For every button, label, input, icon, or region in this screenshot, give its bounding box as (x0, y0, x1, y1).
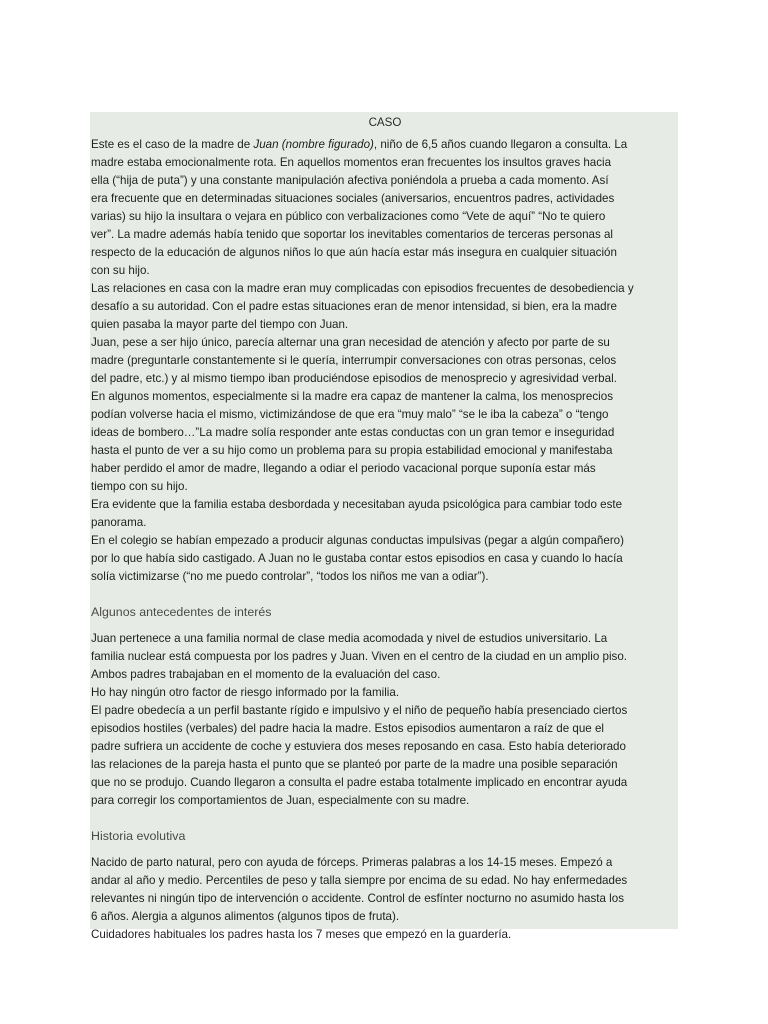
italic-text: Juan (nombre figurado) (253, 138, 374, 151)
text-segment: , niño de 6,5 años cuando llegaron a consulta. La (373, 138, 628, 151)
text-line: respecto de la educación de algunos niños lo que aún hacía estar más insegura en cualquier situación (91, 246, 617, 259)
text-line: ideas de bombero…”La madre solía responder ante estas conductas con un gran temor e inseguridad (91, 426, 615, 439)
text-line: Ho hay ningún otro factor de riesgo informado por la familia. (91, 686, 400, 699)
text-line: por lo que había sido castigado. A Juan no le gustaba contar estos episodios en casa y cuando lo hacía (91, 552, 623, 565)
text-line: madre estaba emocionalmente rota. En aquellos momentos eran frecuentes los insultos graves hacia (91, 156, 612, 169)
text-line: relevantes ni ningún tipo de intervención o accidente. Control de esfínter nocturno no asumido hasta los (91, 892, 625, 905)
text-line: que no se produjo. Cuando llegaron a consulta el padre estaba totalmente implicado en encontrar ayuda (91, 776, 628, 789)
text-line: Nacido de parto natural, pero con ayuda de fórceps. Primeras palabras a los 14-15 meses. Empezó a (91, 856, 613, 869)
case-content (90, 116, 679, 944)
text-line: En el colegio se habían empezado a producir algunas conductas impulsivas (pegar a algún compañero) (91, 534, 624, 547)
text-line: episodios hostiles (verbales) del padre hacia la madre. Estos episodios aumentaron a raíz de que el (91, 722, 604, 735)
text-line: hasta el punto de ver a su hijo como un problema para su propia estabilidad emocional y manifestaba (91, 444, 613, 457)
text-line: del padre, etc.) y al mismo tiempo iban produciéndose episodios de menosprecio y agresividad verbal. (91, 372, 617, 385)
text-line: En algunos momentos, especialmente si la madre era capaz de mantener la calma, los menosprecios (91, 390, 613, 403)
section-historia (91, 854, 679, 944)
text-line: solía victimizarse (“no me puedo controlar”, “todos los niños me van a odiar”). (91, 570, 489, 583)
text-line: ver”. La madre además había tenido que soportar los inevitables comentarios de terceras personas al (91, 228, 614, 241)
text-line: quien pasaba la mayor parte del tiempo con Juan. (91, 318, 349, 331)
section-antecedentes (91, 630, 679, 810)
text-line: las relaciones de la pareja hasta el punto que se planteó por parte de la madre una posible separación (91, 758, 618, 771)
text-line: varias) su hijo la insultara o vejara en público con verbalizaciones como “Vete de aquí” “No te quiero (91, 210, 606, 223)
case-panel (90, 112, 678, 941)
text-line: era frecuente que en determinadas situaciones sociales (aniversarios, encuentros padres, actividades (91, 192, 615, 205)
text-line: 6 años. Alergia a algunos alimentos (algunos tipos de fruta). (91, 910, 400, 923)
text-line: para corregir los comportamientos de Juan, especialmente con su madre. (91, 794, 470, 807)
text-line: Ambos padres trabajaban en el momento de la evaluación del caso. (91, 668, 441, 681)
text-line: con su hijo. (91, 264, 150, 277)
text-line: tiempo con su hijo. (91, 480, 188, 493)
text-line: padre sufriera un accidente de coche y estuviera dos meses reposando en casa. Esto había deteriorado (91, 740, 626, 753)
text-line: podían volverse hacia el mismo, victimizándose de que era “muy malo” “se le iba la cabeza” o “tengo (91, 408, 609, 421)
spacer (91, 586, 679, 603)
spacer (91, 621, 679, 630)
text-line: desafío a su autoridad. Con el padre estas situaciones eran de menor intensidad, si bien, era la madre (91, 300, 617, 313)
text-line: andar al año y medio. Percentiles de peso y talla siempre por encima de su edad. No hay enfermedades (91, 874, 628, 887)
text-line (91, 136, 679, 154)
text-line: ella (“hija de puta”) y una constante manipulación afectiva poniéndola a prueba a cada momento. Así (91, 174, 609, 187)
section-heading-antecedentes: Algunos antecedentes de interés (91, 605, 272, 619)
text-line: Juan, pese a ser hijo único, parecía alternar una gran necesidad de atención y afecto por parte de su (91, 336, 610, 349)
text-line: Las relaciones en casa con la madre eran muy complicadas con episodios frecuentes de desobediencia y (91, 282, 634, 295)
text-line: Juan pertenece a una familia normal de clase media acomodada y nivel de estudios universitario. La (91, 632, 608, 645)
section-intro (91, 136, 679, 586)
spacer (91, 810, 679, 827)
text-line: El padre obedecía a un perfil bastante rígido e impulsivo y el niño de pequeño había presenciado ciertos (91, 704, 628, 717)
text-line: madre (preguntarle constantemente si le quería, interrumpir conversaciones con otras personas, celos (91, 354, 617, 367)
text-segment: Este es el caso de la madre de (91, 138, 254, 151)
case-title: CASO (368, 116, 402, 129)
text-line: Cuidadores habituales los padres hasta los 7 meses que empezó en la guardería. (91, 928, 512, 941)
section-heading-historia: Historia evolutiva (91, 829, 186, 843)
text-line: Era evidente que la familia estaba desbordada y necesitaban ayuda psicológica para cambiar todo este (91, 498, 623, 511)
text-line: panorama. (91, 516, 147, 529)
spacer (91, 845, 679, 854)
text-line: familia nuclear está compuesta por los padres y Juan. Viven en el centro de la ciudad en un amplio piso. (91, 650, 627, 663)
text-line: haber perdido el amor de madre, llegando a odiar el periodo vacacional porque suponía estar más (91, 462, 596, 475)
